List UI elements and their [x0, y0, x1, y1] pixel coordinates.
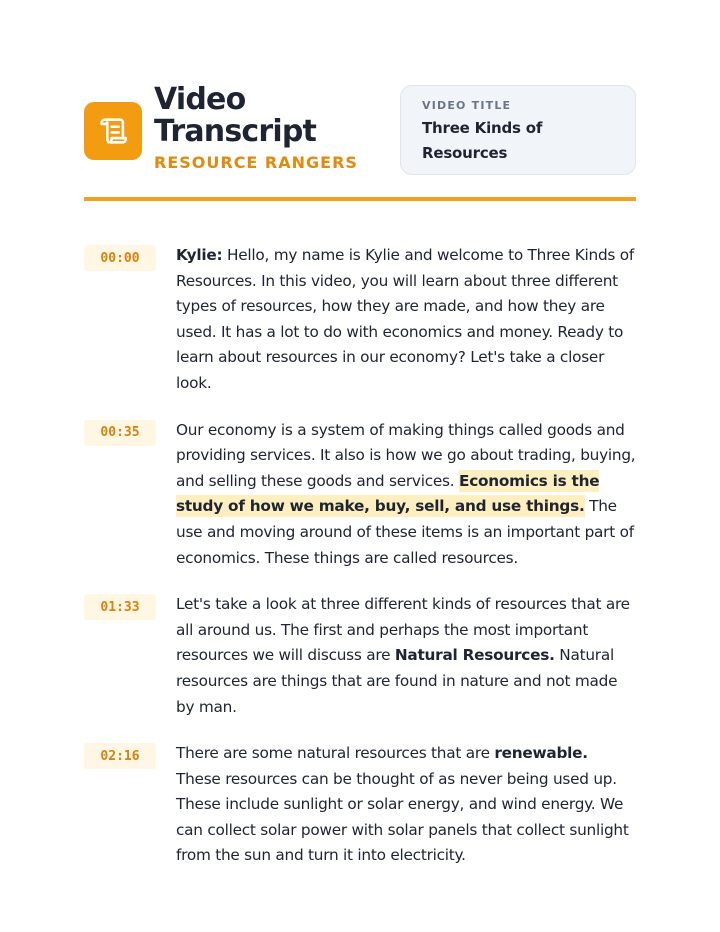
key-term: Natural Resources. [394, 646, 555, 665]
video-title-card [400, 85, 636, 175]
transcript-body: There are some natural resources that are [176, 744, 495, 763]
video-title-line-1: Three Kinds of [422, 119, 543, 137]
transcript-text [176, 418, 636, 572]
transcript-body: These resources can be thought of as never being used up. These include sunlight or solar energy, and wind energy. We can collect solar power with solar panels that collect sunlight from the sun and turn it into electricity. [176, 769, 629, 865]
highlighted-definition: Economics is the study of how we make, buy, sell, and use things. [176, 471, 600, 516]
page-subtitle: RESOURCE RANGERS [154, 153, 358, 172]
video-title-value [422, 116, 615, 166]
logo [84, 102, 142, 160]
transcript-text [176, 243, 636, 397]
timestamp-badge[interactable]: 00:00 [84, 245, 156, 271]
transcript-entry [84, 243, 636, 397]
transcript-body: Natural resources are things that are found in nature and not made by man. [176, 646, 618, 716]
title-block [154, 84, 384, 172]
transcript-text [176, 741, 636, 869]
transcript-entry [84, 418, 636, 572]
video-title-line-2: Resources [422, 144, 508, 162]
header-divider [84, 197, 636, 201]
page-header [84, 84, 636, 202]
transcript-list [84, 243, 636, 890]
timestamp-badge[interactable]: 00:35 [84, 420, 156, 446]
video-title-label: VIDEO TITLE [422, 99, 512, 112]
transcript-body: Let's take a look at three different kinds of resources that are all around us. The first and perhaps the most important resources we will discuss are [176, 595, 630, 665]
transcript-body: Our economy is a system of making things called goods and providing services. It also is how we go about trading, buying, and selling these goods and services. [176, 420, 636, 490]
speaker-name: Kylie: [176, 246, 223, 264]
transcript-body: Hello, my name is Kylie and welcome to Three Kinds of Resources. In this video, you will learn about three different types of resources, how they are made, and how they are used. It has a lot to do with economics and money. Ready to learn about resources in our economy? Let's take a closer look. [176, 246, 634, 392]
page-title [154, 84, 384, 148]
transcript-entry [84, 592, 636, 720]
key-term: renewable. [494, 744, 588, 763]
timestamp-badge[interactable]: 01:33 [84, 594, 156, 620]
title-line-1: Video [154, 82, 246, 117]
transcript-entry [84, 741, 636, 869]
title-line-2: Transcript [154, 114, 317, 149]
transcript-text [176, 592, 636, 720]
scroll-icon [96, 114, 130, 148]
timestamp-badge[interactable]: 02:16 [84, 743, 156, 769]
transcript-body: The use and moving around of these items is an important part of economics. These things are called resources. [176, 497, 634, 567]
